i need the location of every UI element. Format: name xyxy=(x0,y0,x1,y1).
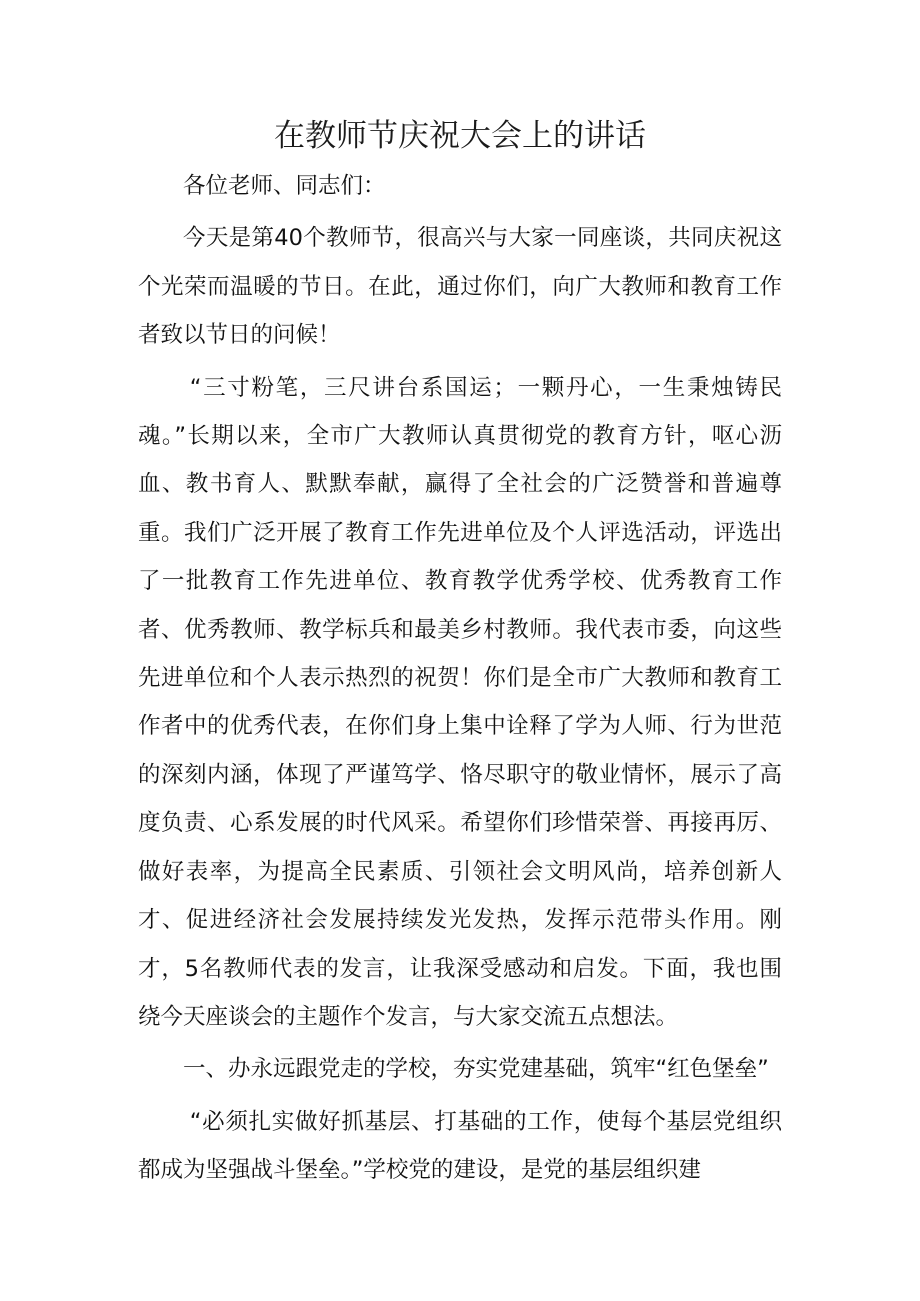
document-title: 在教师节庆祝大会上的讲话 xyxy=(274,118,646,154)
paragraph-main: “三寸粉笔，三尺讲台系国运；一颗丹心，一生秉烛铸民魂。”长期以来，全市广大教师认真贯彻党的教育方针，呕心沥血、教书育人、默默奉献，赢得了全社会的广泛赞誉和普遍尊重。我们广泛开展了教育工作先进单位及个人评选活动，评选出了一批教育工作先进单位、教育教学优秀学校、优秀教育工作者、优秀教师、教学标兵和最美乡村教师。我代表市委，向这些先进单位和个人表示热烈的祝贺！你们是全市广大教师和教育工作者中的优秀代表，在你们身上集中诠释了学为人师、行为世范的深刻内涵，体现了严谨笃学、恪尽职守的敬业情怀，展示了高度负责、心系发展的时代风采。希望你们珍惜荣誉、再接再厉、做好表率，为提高全民素质、引领社会文明风尚，培养创新人才、促进经济社会发展持续发光发热，发挥示范带头作用。刚才，5名教师代表的发言，让我深受感动和启发。下面，我也围绕今天座谈会的主题作个发言，与大家交流五点想法。 xyxy=(138,374,782,1030)
salutation: 各位老师、同志们： xyxy=(183,173,386,199)
paragraph-opening: 今天是第40个教师节，很高兴与大家一同座谈，共同庆祝这个光荣而温暖的节日。在此，通过你们，向广大教师和教育工作者致以节日的问候！ xyxy=(138,225,782,349)
section-heading-one: 一、办永远跟党走的学校，夯实党建基础，筑牢“红色堡垒” xyxy=(183,1056,769,1083)
paragraph-section-one: “必须扎实做好抓基层、打基础的工作，使每个基层党组织都成为坚强战斗堡垒。”学校党的建设，是党的基层组织建 xyxy=(138,1108,782,1184)
